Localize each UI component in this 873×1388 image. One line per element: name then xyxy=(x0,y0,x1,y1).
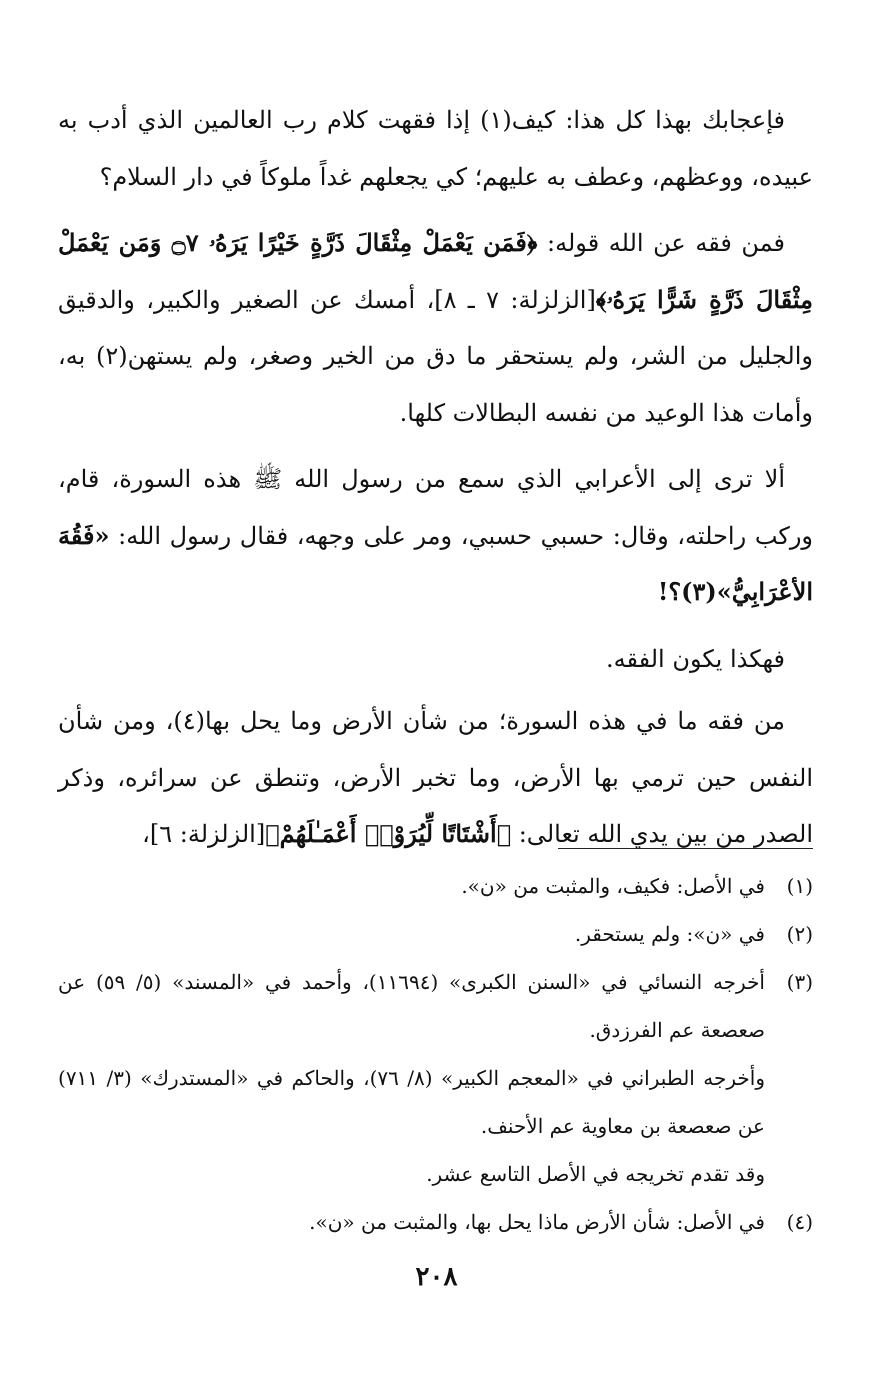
paragraph-3 xyxy=(58,451,813,621)
footnote-text: في الأصل: شأن الأرض ماذا يحل بها، والمثبت من «ن». xyxy=(309,1210,765,1234)
verse-reference: [الزلزلة: ٦]، xyxy=(142,820,266,848)
footnote-text: في الأصل: فكيف، والمثبت من «ن». xyxy=(461,874,765,898)
footnote-text: أخرجه النسائي في «السنن الكبرى» (١١٦٩٤)، وأحمد في «المسند» (٥/ ٥٩) عن صعصعة عم الفرزدق. xyxy=(58,970,765,1042)
footnotes xyxy=(58,862,813,1246)
page-number: ٢٠٨ xyxy=(415,1262,458,1292)
footnote-2 xyxy=(58,910,813,958)
paragraph-5-text: من فقه ما في هذه السورة؛ من شأن الأرض وما يحل بها(٤)، ومن شأن النفس حين ترمي بها الأرض، وما تخبر الأرض، وتنطق عن سرائره، وذكر الصدر من بين يدي الله تعالى: xyxy=(58,707,813,848)
footnote-number: (١) xyxy=(786,874,813,898)
paragraph-1: فإعجابك بهذا كل هذا: كيف(١) إذا فقهت كلام رب العالمين الذي أدب به عبيده، ووعظهم، وعطف به عليهم؛ كي يجعلهم غداً ملوكاً في دار السلام؟ xyxy=(58,106,813,191)
paragraph-5 xyxy=(58,693,813,863)
paragraph-4: فهكذا يكون الفقه. xyxy=(605,644,785,673)
footnote-separator xyxy=(558,848,813,849)
footnote-number: (٢) xyxy=(786,922,813,946)
hadith-quote: «فَقُهَ الأعْرَابِيُّ»(٣)؟! xyxy=(58,520,813,606)
footnote-text: في «ن»: ولم يستحقر. xyxy=(574,922,765,946)
quran-verse-zalzala-7-8: ﴿فَمَن يَعْمَلْ مِثْقَالَ ذَرَّةٍ خَيْرًا يَرَهُۥ ۝٧ وَمَن يَعْمَلْ مِثْقَالَ ذَرَّةٍ شَرًّا يَرَهُۥ﴾ xyxy=(58,228,813,314)
footnote-4 xyxy=(58,1198,813,1246)
main-text xyxy=(58,92,813,872)
paragraph-2-rest: [الزلزلة: ٧ ـ ٨]، أمسك عن الصغير والكبير، والدقيق والجليل من الشر، ولم يستحقر ما دق من الخير وصغر، ولم يستهن(٢) به، وأمات هذا الوعيد من نفسه البطالات كلها. xyxy=(58,285,813,427)
quran-verse-zalzala-6: ﴿أَشْتَاتًا لِّيُرَوْا۟ أَعْمَـٰلَهُمْ﴾ xyxy=(265,819,512,848)
footnote-number: (٣) xyxy=(786,970,813,994)
footnote-3-continuation-2: وقد تقدم تخريجه في الأصل التاسع عشر. xyxy=(426,1162,765,1186)
paragraph-2-intro: فمن فقه عن الله قوله: xyxy=(537,229,786,257)
footnote-3-continuation-1: وأخرجه الطبراني في «المعجم الكبير» (٨/ ٧٦)، والحاكم في «المستدرك» (٣/ ٧١١) عن صعصعة بن معاوية عم الأحنف. xyxy=(58,1066,765,1138)
footnote-number: (٤) xyxy=(786,1210,813,1234)
footnote-3 xyxy=(58,958,813,1054)
paragraph-2 xyxy=(58,215,813,441)
paragraph-3-text: ألا ترى إلى الأعرابي الذي سمع من رسول الله ﷺ هذه السورة، قام، وركب راحلته، وقال: حسبي حسبي، ومر على وجهه، فقال رسول الله: xyxy=(58,465,813,550)
footnote-1 xyxy=(58,862,813,910)
